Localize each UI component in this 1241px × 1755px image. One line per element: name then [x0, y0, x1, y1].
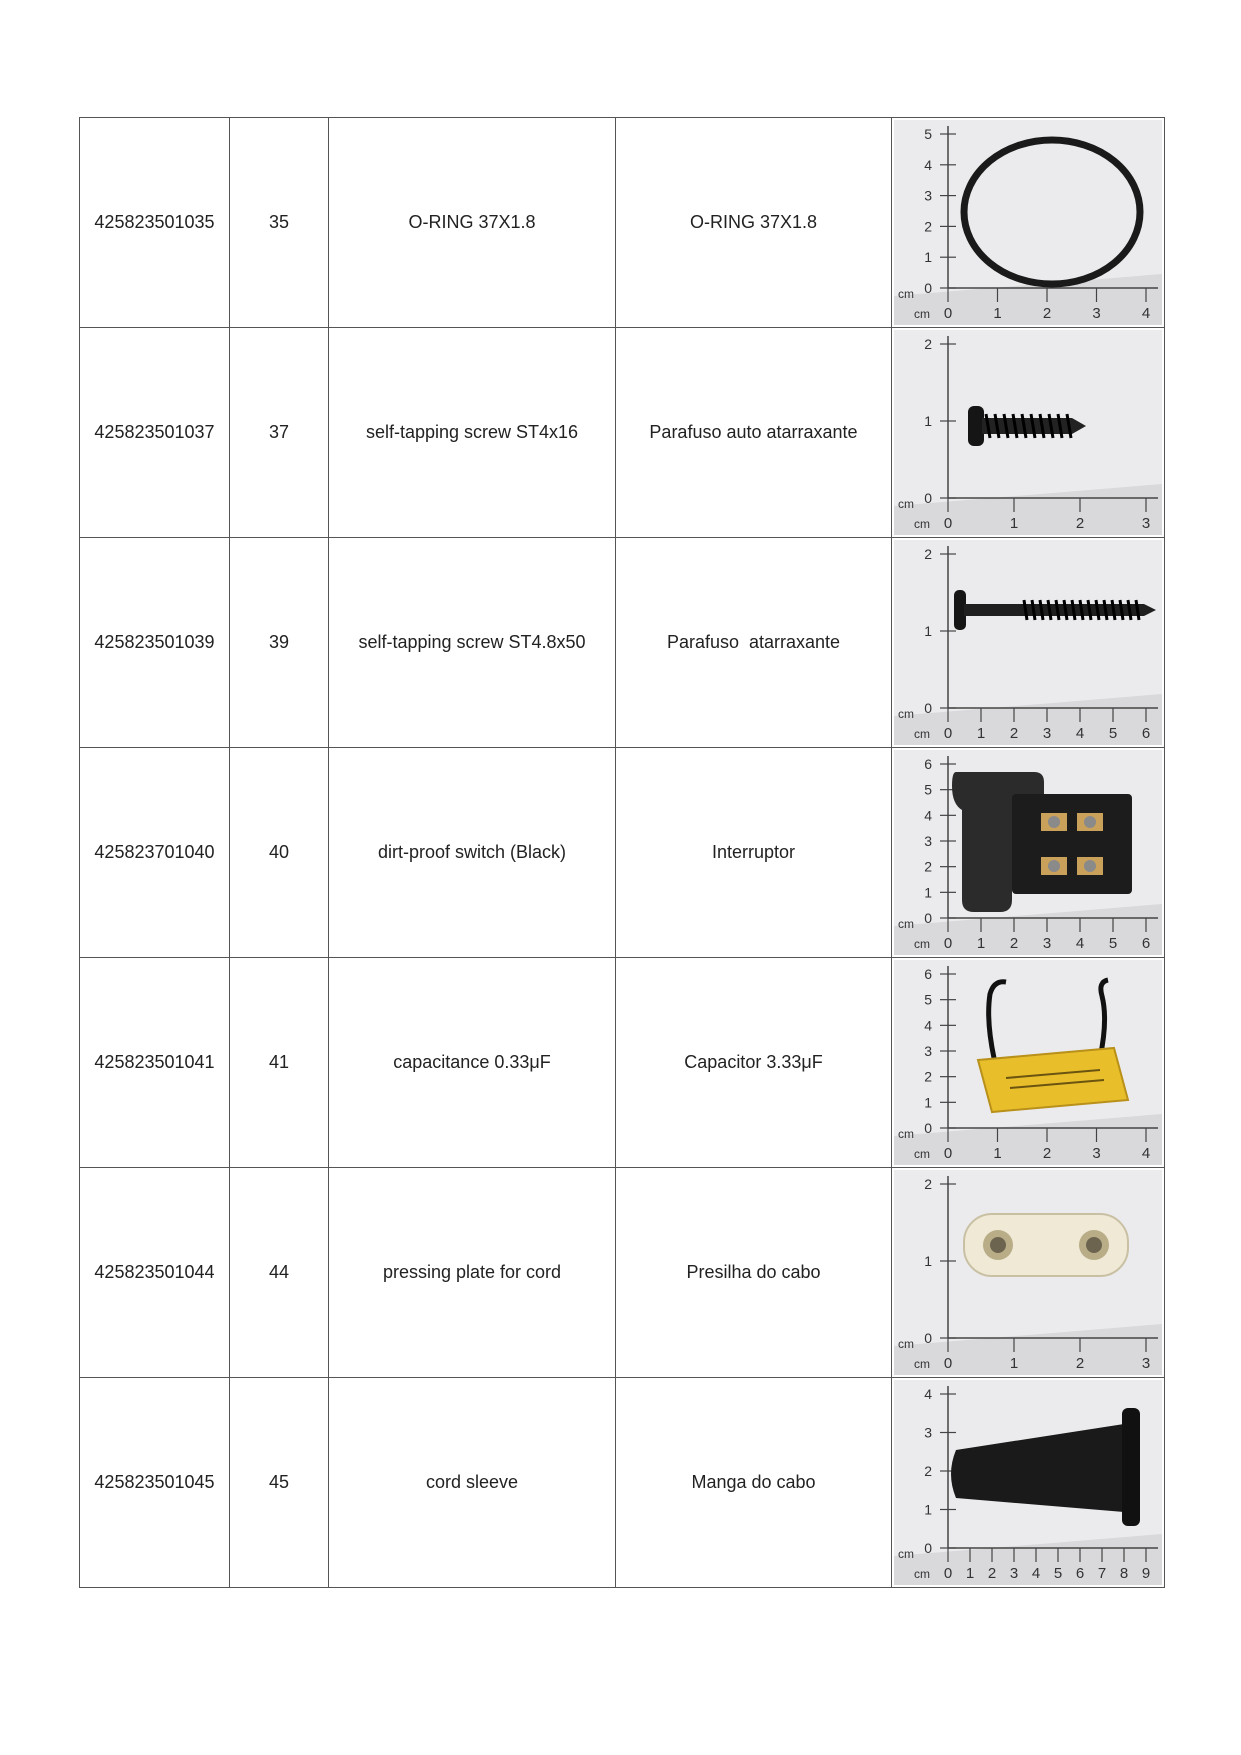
ruler-tick-label: 2 [924, 1176, 932, 1192]
ruler-tick-label: 3 [1092, 1145, 1101, 1162]
parts-table [79, 117, 1165, 1588]
ruler-tick-label: 9 [1141, 1565, 1151, 1582]
ruler-unit-label: cm [898, 707, 914, 721]
part-number: 425823501041 [80, 958, 230, 1168]
table-row [80, 1378, 1165, 1588]
short-screw-photo [894, 330, 1162, 535]
ruler-unit-label: cm [914, 307, 930, 321]
part-number: 425823501039 [80, 538, 230, 748]
ruler-tick-label: 6 [924, 756, 932, 772]
description-english: O-RING 37X1.8 [329, 118, 616, 328]
ruler-tick-label: 2 [924, 546, 932, 562]
ruler-tick-label: 0 [924, 1120, 932, 1136]
ruler-tick-label: 4 [924, 1386, 932, 1402]
cord-sleeve-photo [894, 1380, 1162, 1585]
ruler-tick-label: 1 [924, 1094, 932, 1111]
ruler-unit-label: cm [898, 497, 914, 511]
ruler-tick-label: 8 [1119, 1565, 1129, 1582]
description-portuguese: Presilha do cabo [616, 1168, 892, 1378]
ruler-tick-label: 1 [924, 623, 932, 639]
ruler-tick-label: 6 [1141, 725, 1151, 742]
ruler-tick-label: 2 [1075, 515, 1085, 532]
position-number: 44 [230, 1168, 329, 1378]
ruler-tick-label: 2 [924, 336, 932, 352]
ruler-tick-label: 0 [924, 1540, 932, 1556]
ruler-tick-label: 0 [924, 1330, 932, 1346]
ruler-tick-label: 2 [1042, 305, 1052, 322]
ruler-tick-label: 5 [924, 781, 932, 798]
description-english: self-tapping screw ST4.8x50 [329, 538, 616, 748]
ruler-tick-label: 1 [924, 413, 932, 429]
ruler-tick-label: 5 [1108, 935, 1118, 952]
ruler-tick-label: 3 [1042, 725, 1052, 742]
ruler-tick-label: 1 [1009, 1355, 1019, 1372]
position-number: 39 [230, 538, 329, 748]
ruler-tick-label: 0 [943, 515, 953, 532]
ruler-tick-label: 5 [1108, 725, 1118, 742]
ruler-tick-label: 4 [1141, 305, 1151, 322]
ruler-tick-label: 0 [943, 1145, 953, 1162]
ruler-tick-label: 2 [1009, 725, 1019, 742]
part-number: 425823501044 [80, 1168, 230, 1378]
ruler-tick-label: 5 [924, 991, 932, 1008]
ruler-tick-label: 2 [1042, 1145, 1052, 1162]
ruler-tick-label: 7 [1097, 1565, 1107, 1582]
part-number: 425823501037 [80, 328, 230, 538]
part-number: 425823701040 [80, 748, 230, 958]
ruler-tick-label: 1 [976, 935, 986, 952]
ruler-tick-label: 2 [924, 218, 932, 235]
ruler-tick-label: 1 [924, 1501, 932, 1518]
ruler-tick-label: 5 [1053, 1565, 1063, 1582]
ruler-tick-label: 0 [943, 935, 953, 952]
description-english: capacitance 0.33μF [329, 958, 616, 1168]
ruler-tick-label: 1 [993, 1145, 1002, 1162]
table-row [80, 328, 1165, 538]
table-row [80, 958, 1165, 1168]
ruler-tick-label: 3 [1042, 935, 1052, 952]
long-screw-photo [894, 540, 1162, 745]
ruler-tick-label: 1 [924, 1253, 932, 1269]
ruler-tick-label: 3 [1009, 1565, 1019, 1582]
ruler-tick-label: 3 [924, 833, 932, 849]
part-number: 425823501045 [80, 1378, 230, 1588]
position-number: 41 [230, 958, 329, 1168]
description-portuguese: Parafuso atarraxante [616, 538, 892, 748]
ruler-tick-label: 1 [965, 1565, 975, 1582]
position-number: 45 [230, 1378, 329, 1588]
ruler-tick-label: 0 [943, 1355, 953, 1372]
capacitor-photo [894, 960, 1162, 1165]
ruler-tick-label: 6 [1141, 935, 1151, 952]
ruler-unit-label: cm [914, 727, 930, 741]
description-english: pressing plate for cord [329, 1168, 616, 1378]
ruler-unit-label: cm [914, 1147, 930, 1161]
position-number: 35 [230, 118, 329, 328]
ruler-unit-label: cm [914, 1567, 930, 1581]
ruler-tick-label: 3 [924, 1424, 932, 1441]
ruler-unit-label: cm [898, 1337, 914, 1351]
ruler-tick-label: 1 [993, 305, 1002, 322]
description-portuguese: Interruptor [616, 748, 892, 958]
ruler-tick-label: 1 [1009, 515, 1019, 532]
ruler-unit-label: cm [898, 1547, 914, 1561]
ruler-tick-label: 0 [924, 910, 932, 926]
ruler-tick-label: 5 [924, 126, 932, 142]
table-row [80, 1168, 1165, 1378]
ruler-tick-label: 2 [1009, 935, 1019, 952]
ruler-tick-label: 3 [1141, 515, 1151, 532]
ruler-tick-label: 4 [924, 1017, 932, 1034]
ruler-unit-label: cm [898, 287, 914, 301]
ruler-tick-label: 6 [1075, 1565, 1085, 1582]
ruler-tick-label: 4 [1075, 935, 1085, 952]
ruler-unit-label: cm [914, 937, 930, 951]
table-row [80, 538, 1165, 748]
position-number: 40 [230, 748, 329, 958]
ruler-tick-label: 2 [924, 1463, 932, 1479]
ruler-tick-label: 4 [1031, 1565, 1041, 1582]
ruler-tick-label: 1 [976, 725, 986, 742]
table-row [80, 118, 1165, 328]
ruler-tick-label: 0 [924, 490, 932, 506]
description-portuguese: Capacitor 3.33μF [616, 958, 892, 1168]
ruler-unit-label: cm [914, 517, 930, 531]
o-ring-photo [894, 120, 1162, 325]
ruler-tick-label: 4 [924, 156, 932, 173]
part-number: 425823501035 [80, 118, 230, 328]
ruler-tick-label: 3 [924, 1043, 932, 1059]
ruler-tick-label: 2 [1075, 1355, 1085, 1372]
ruler-tick-label: 0 [924, 280, 932, 296]
ruler-tick-label: 3 [1141, 1355, 1151, 1372]
clamp-shape [964, 1214, 1128, 1276]
ruler-tick-label: 2 [924, 858, 932, 875]
ruler-tick-label: 2 [987, 1565, 997, 1582]
description-english: self-tapping screw ST4x16 [329, 328, 616, 538]
description-english: cord sleeve [329, 1378, 616, 1588]
ruler-tick-label: 0 [924, 700, 932, 716]
ruler-tick-label: 0 [943, 725, 953, 742]
cord-clamp-photo [894, 1170, 1162, 1375]
description-portuguese: Manga do cabo [616, 1378, 892, 1588]
ruler-tick-label: 6 [924, 966, 932, 982]
ruler-tick-label: 3 [924, 187, 932, 204]
ruler-unit-label: cm [898, 1127, 914, 1141]
ruler-tick-label: 4 [924, 807, 932, 824]
description-portuguese: O-RING 37X1.8 [616, 118, 892, 328]
ruler-tick-label: 0 [943, 305, 953, 322]
position-number: 37 [230, 328, 329, 538]
ruler-tick-label: 2 [924, 1068, 932, 1085]
ruler-tick-label: 1 [924, 249, 932, 266]
description-portuguese: Parafuso auto atarraxante [616, 328, 892, 538]
ruler-tick-label: 4 [1075, 725, 1085, 742]
ruler-tick-label: 4 [1141, 1145, 1151, 1162]
switch-photo [894, 750, 1162, 955]
ruler-tick-label: 3 [1092, 305, 1101, 322]
description-english: dirt-proof switch (Black) [329, 748, 616, 958]
table-row [80, 748, 1165, 958]
ruler-tick-label: 1 [924, 884, 932, 901]
ruler-tick-label: 0 [943, 1565, 953, 1582]
ruler-unit-label: cm [898, 917, 914, 931]
ruler-unit-label: cm [914, 1357, 930, 1371]
